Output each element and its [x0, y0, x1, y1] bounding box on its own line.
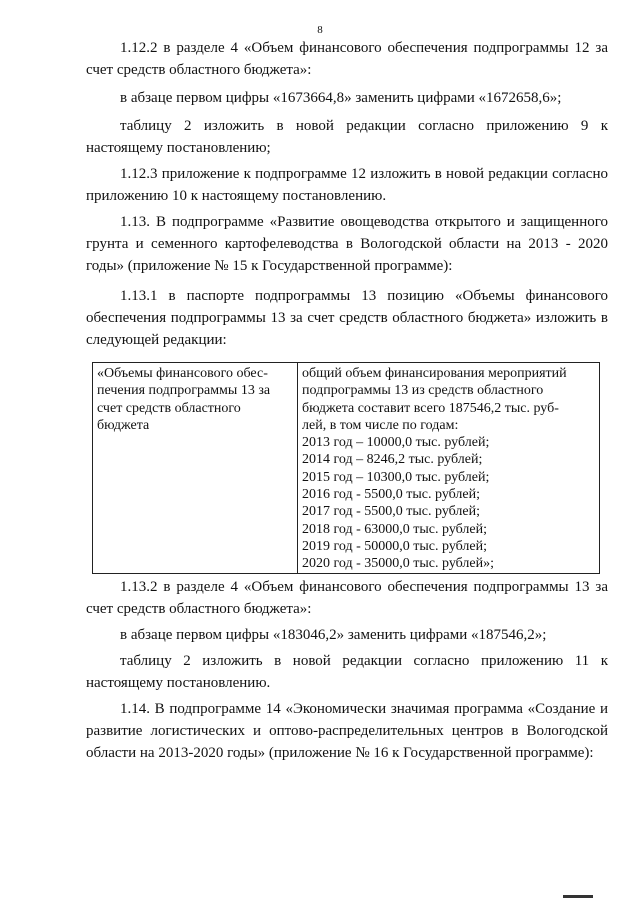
paragraph-1-13-1: 1.13.1 в паспорте подпрограммы 13 позицию «Объемы финансового обеспечения подпрограммы 13 за счет средств областного бюджета» изложить в следующей редакции:	[86, 288, 608, 348]
table-cell-line: «Объемы финансового обес-	[97, 366, 268, 381]
paragraph-1-13: 1.13. В подпрограмме «Развитие овощеводства открытого и защищенного грунта и семенного картофелеводства в Вологодской области на 2013 - 2020 годы» (приложение № 15 к Государственной программе):	[86, 214, 608, 274]
table-cell-value	[298, 363, 600, 574]
year-amount-2018: 2018 год - 63000,0 тыс. рублей;	[302, 521, 488, 537]
table-cell-line: печения подпрограммы 13 за	[97, 383, 271, 399]
year-amount-2017: 2017 год - 5500,0 тыс. рублей;	[302, 504, 481, 520]
page-number: 8	[317, 24, 323, 36]
year-amount-2013: 2013 год – 10000,0 тыс. рублей;	[302, 435, 490, 451]
year-amount-2019: 2019 год - 50000,0 тыс. рублей;	[302, 538, 488, 554]
paragraph-1-13-2: 1.13.2 в разделе 4 «Объем финансового обеспечения подпрограммы 13 за счет средств областного бюджета»:	[86, 579, 608, 617]
paragraph-1-12-3: 1.12.3 приложение к подпрограмме 12 изложить в новой редакции согласно приложению 10 к настоящему постановлению.	[86, 166, 608, 204]
table-cell-label	[93, 363, 298, 574]
paragraph-1-12-2: 1.12.2 в разделе 4 «Объем финансового обеспечения подпрограммы 12 за счет средств областного бюджета»:	[86, 40, 608, 78]
paragraph-1-14: 1.14. В подпрограмме 14 «Экономически значимая программа «Создание и развитие логистических и оптово-распределительных центров в Вологодской области на 2013-2020 годы» (приложение № 16 к Государственной программе):	[86, 701, 608, 761]
paragraph-1-12-2-table: таблицу 2 изложить в новой редакции согласно приложению 9 к настоящему постановлению;	[86, 118, 608, 156]
year-amount-2014: 2014 год – 8246,2 тыс. рублей;	[302, 452, 483, 468]
paragraph-1-13-2-table: таблицу 2 изложить в новой редакции согласно приложению 11 к настоящему постановлению.	[86, 653, 608, 691]
table-cell-line: общий объем финансирования мероприятий	[302, 366, 567, 381]
paragraph-1-12-2-digits: в абзаце первом цифры «1673664,8» заменить цифрами «1672658,6»;	[120, 90, 562, 106]
year-amount-2016: 2016 год - 5500,0 тыс. рублей;	[302, 487, 481, 503]
year-amount-2015: 2015 год – 10300,0 тыс. рублей;	[302, 469, 490, 485]
table-row	[93, 363, 600, 574]
table-cell-line: бюджета составит всего 187546,2 тыс. руб-	[302, 400, 559, 416]
table-cell-line: бюджета	[97, 417, 150, 433]
table-cell-line: подпрограммы 13 из средств областного	[302, 383, 544, 399]
paragraph-1-13-2-digits: в абзаце первом цифры «183046,2» заменить цифрами «187546,2»;	[120, 627, 547, 643]
financing-table	[92, 362, 600, 574]
scan-mark	[563, 895, 593, 898]
table-cell-line: лей, в том числе по годам:	[302, 417, 459, 433]
table-cell-line: счет средств областного	[97, 400, 241, 416]
year-amount-2020: 2020 год - 35000,0 тыс. рублей»;	[302, 556, 495, 572]
